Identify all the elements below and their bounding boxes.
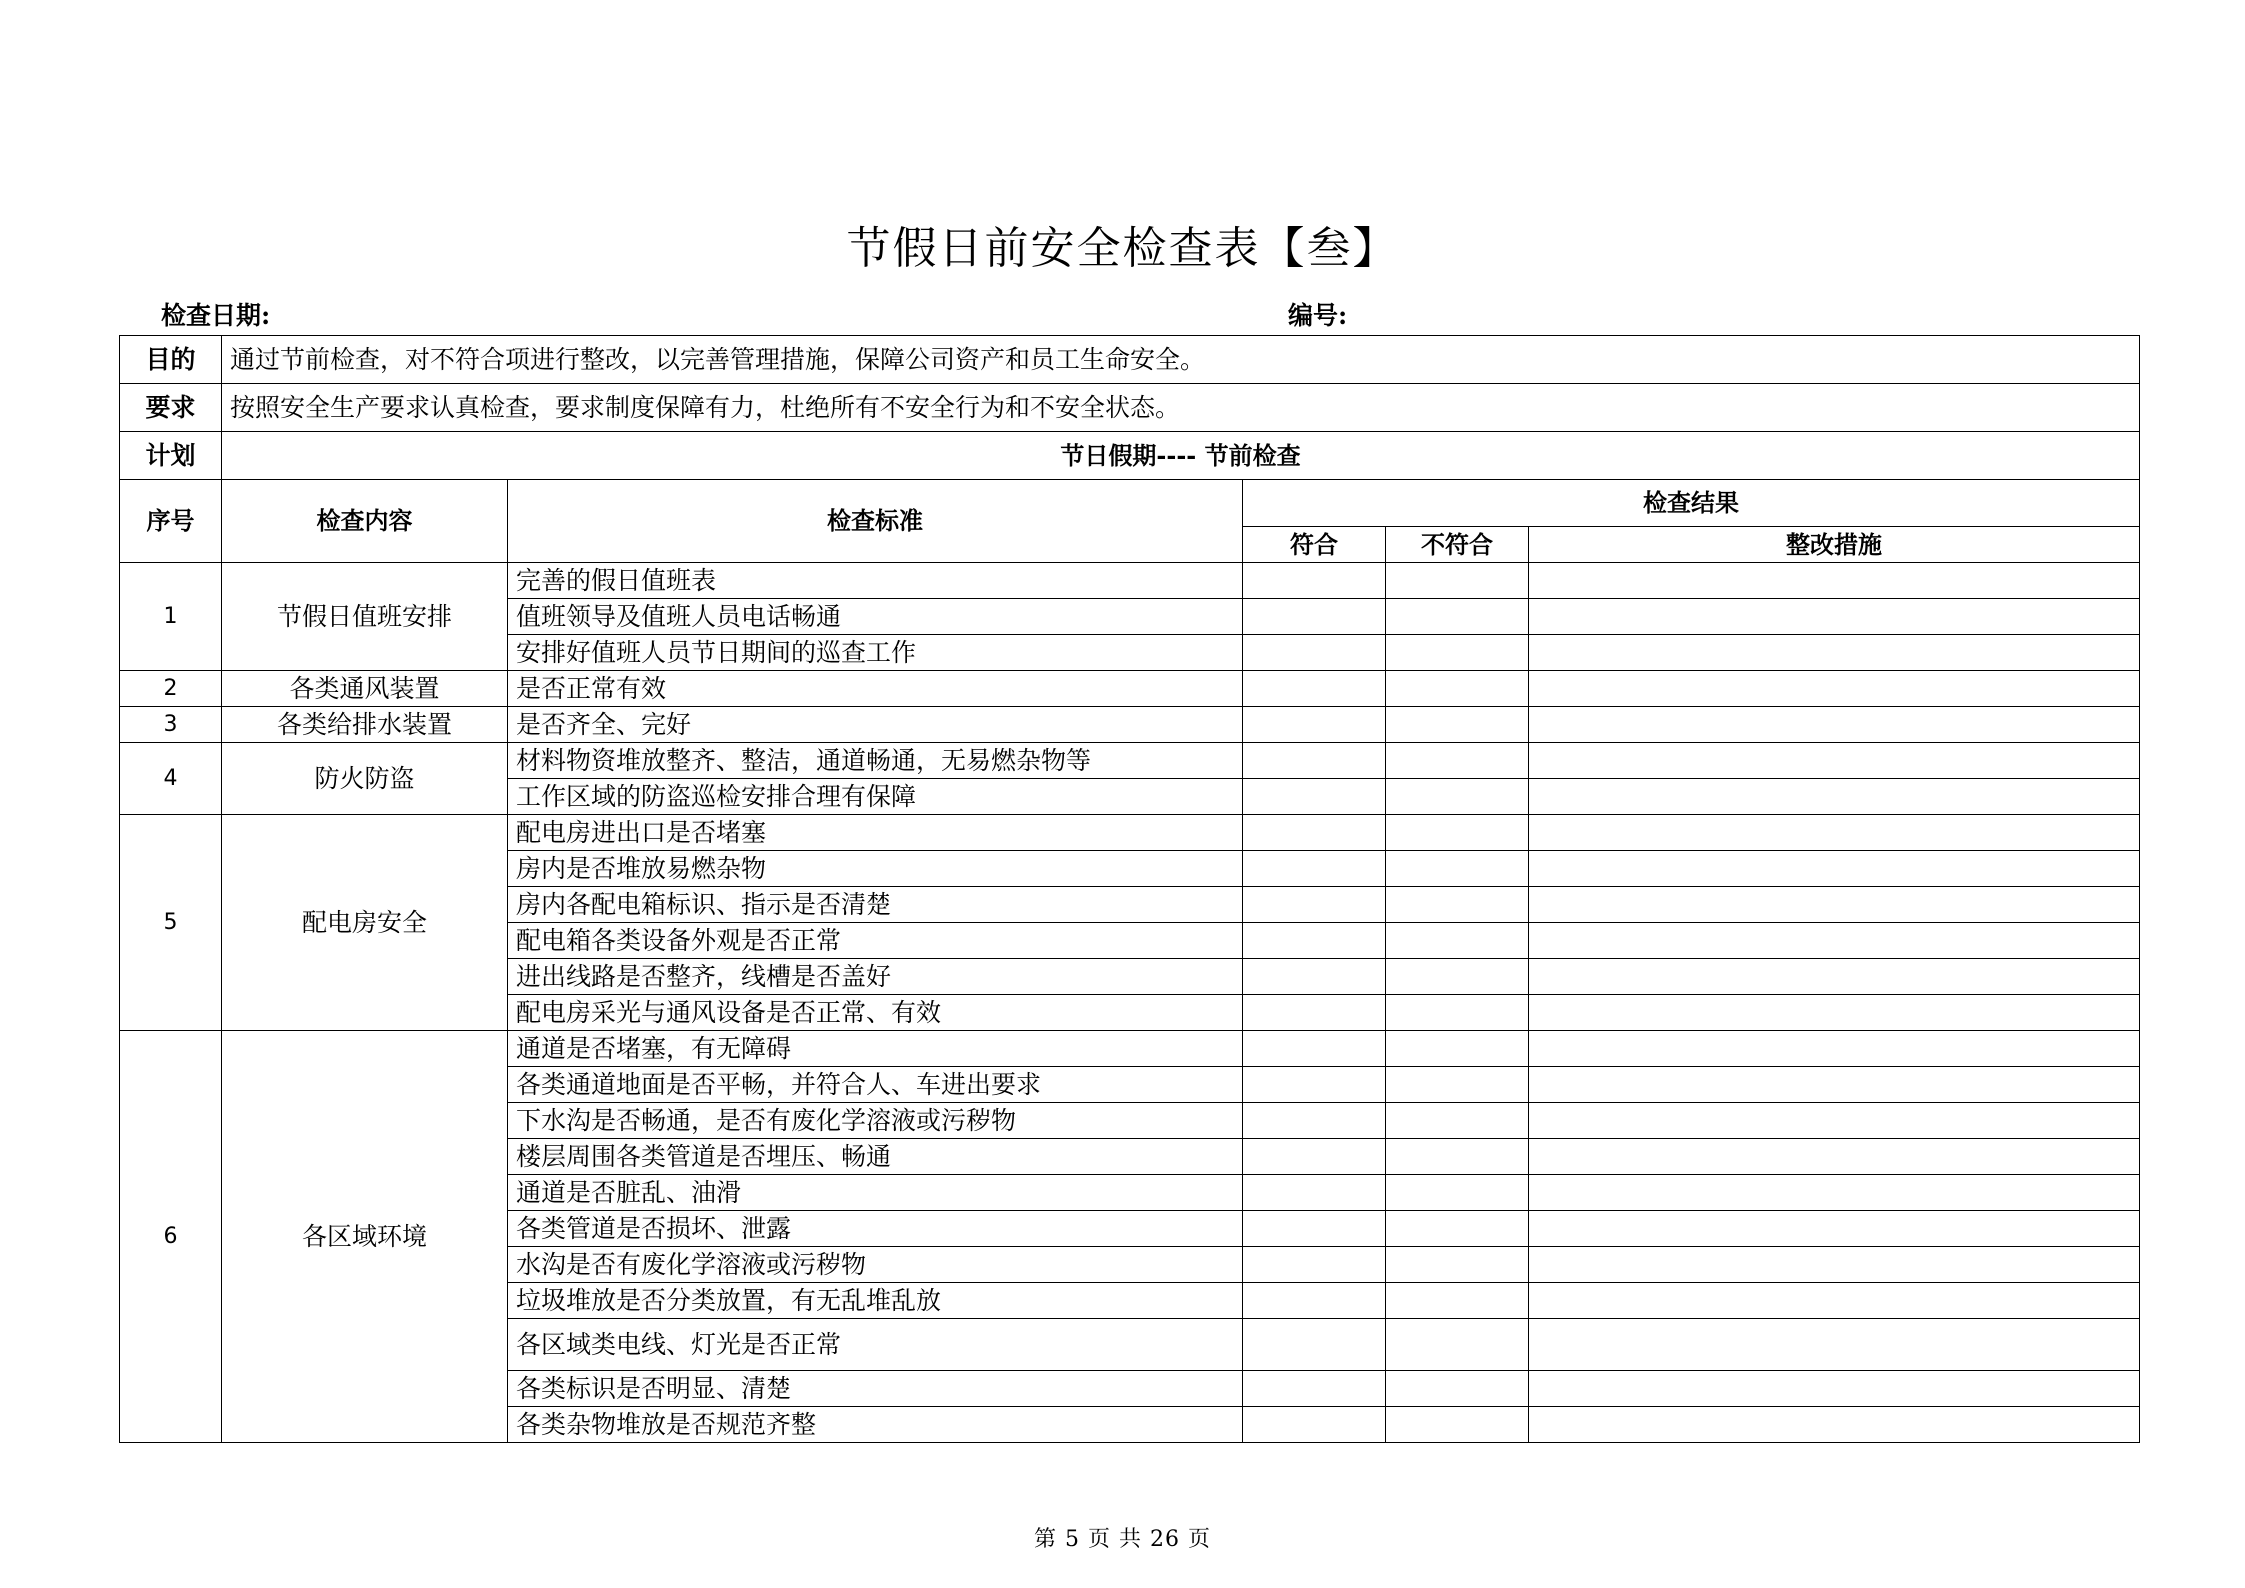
item-number: 4	[120, 743, 222, 815]
check-standard: 垃圾堆放是否分类放置，有无乱堆乱放	[508, 1283, 1243, 1319]
nonconform-cell[interactable]	[1386, 923, 1529, 959]
conform-cell[interactable]	[1243, 671, 1386, 707]
rectify-cell[interactable]	[1529, 1067, 2140, 1103]
nonconform-cell[interactable]	[1386, 1247, 1529, 1283]
nonconform-cell[interactable]	[1386, 671, 1529, 707]
footer-page-word: 页	[1087, 1527, 1111, 1552]
rectify-cell[interactable]	[1529, 779, 2140, 815]
table-row	[120, 743, 2140, 779]
check-content: 各区域环境	[222, 1031, 508, 1443]
nonconform-cell[interactable]	[1386, 1211, 1529, 1247]
nonconform-cell[interactable]	[1386, 1407, 1529, 1443]
nonconform-cell[interactable]	[1386, 1139, 1529, 1175]
page-title: 节假日前安全检查表【叁】	[846, 223, 1399, 274]
item-number: 6	[120, 1031, 222, 1443]
check-standard: 配电房进出口是否堵塞	[508, 815, 1243, 851]
conform-cell[interactable]	[1243, 1211, 1386, 1247]
table-row	[120, 671, 2140, 707]
header-rectify: 整改措施	[1529, 527, 2140, 563]
nonconform-cell[interactable]	[1386, 707, 1529, 743]
conform-cell[interactable]	[1243, 995, 1386, 1031]
rectify-cell[interactable]	[1529, 1211, 2140, 1247]
conform-cell[interactable]	[1243, 1139, 1386, 1175]
rectify-cell[interactable]	[1529, 1371, 2140, 1407]
header-conform: 符合	[1243, 527, 1386, 563]
header-standard: 检查标准	[508, 480, 1243, 563]
item-number: 2	[120, 671, 222, 707]
check-standard: 配电房采光与通风设备是否正常、有效	[508, 995, 1243, 1031]
footer-suffix: 页	[1188, 1527, 1212, 1552]
inspection-table	[119, 335, 2140, 1443]
check-content: 各类通风装置	[222, 671, 508, 707]
check-standard: 楼层周围各类管道是否埋压、畅通	[508, 1139, 1243, 1175]
check-standard: 各类标识是否明显、清楚	[508, 1371, 1243, 1407]
check-content: 各类给排水装置	[222, 707, 508, 743]
rectify-cell[interactable]	[1529, 599, 2140, 635]
conform-cell[interactable]	[1243, 1031, 1386, 1067]
check-standard: 房内是否堆放易燃杂物	[508, 851, 1243, 887]
conform-cell[interactable]	[1243, 743, 1386, 779]
nonconform-cell[interactable]	[1386, 995, 1529, 1031]
conform-cell[interactable]	[1243, 707, 1386, 743]
conform-cell[interactable]	[1243, 1067, 1386, 1103]
nonconform-cell[interactable]	[1386, 1103, 1529, 1139]
nonconform-cell[interactable]	[1386, 1283, 1529, 1319]
check-standard: 是否正常有效	[508, 671, 1243, 707]
item-number: 5	[120, 815, 222, 1031]
header-result: 检查结果	[1243, 480, 2140, 527]
table-row	[120, 815, 2140, 851]
check-standard: 材料物资堆放整齐、整洁，通道畅通，无易燃杂物等	[508, 743, 1243, 779]
check-standard: 工作区域的防盗巡检安排合理有保障	[508, 779, 1243, 815]
footer-total-pages: 26	[1150, 1527, 1181, 1552]
rectify-cell[interactable]	[1529, 1247, 2140, 1283]
check-standard: 配电箱各类设备外观是否正常	[508, 923, 1243, 959]
check-standard: 通道是否堵塞，有无障碍	[508, 1031, 1243, 1067]
rectify-cell[interactable]	[1529, 1031, 2140, 1067]
rectify-cell[interactable]	[1529, 1283, 2140, 1319]
conform-cell[interactable]	[1243, 815, 1386, 851]
conform-cell[interactable]	[1243, 1283, 1386, 1319]
nonconform-cell[interactable]	[1386, 851, 1529, 887]
nonconform-cell[interactable]	[1386, 1031, 1529, 1067]
item-number: 1	[120, 563, 222, 671]
check-standard: 房内各配电箱标识、指示是否清楚	[508, 887, 1243, 923]
rectify-cell[interactable]	[1529, 995, 2140, 1031]
table-row	[120, 1031, 2140, 1067]
header-nonconform: 不符合	[1386, 527, 1529, 563]
conform-cell[interactable]	[1243, 923, 1386, 959]
conform-cell[interactable]	[1243, 1103, 1386, 1139]
conform-cell[interactable]	[1243, 635, 1386, 671]
item-number: 3	[120, 707, 222, 743]
plan-row	[120, 432, 2140, 480]
check-content: 防火防盗	[222, 743, 508, 815]
rectify-cell[interactable]	[1529, 671, 2140, 707]
rectify-cell[interactable]	[1529, 743, 2140, 779]
table-row	[120, 707, 2140, 743]
header-row-1	[120, 480, 2140, 527]
purpose-label: 目的	[120, 336, 222, 384]
conform-cell[interactable]	[1243, 1407, 1386, 1443]
requirement-text: 按照安全生产要求认真检查，要求制度保障有力，杜绝所有不安全行为和不安全状态。	[222, 384, 2140, 432]
nonconform-cell[interactable]	[1386, 743, 1529, 779]
check-date-label: 检查日期:	[161, 301, 271, 330]
nonconform-cell[interactable]	[1386, 779, 1529, 815]
conform-cell[interactable]	[1243, 851, 1386, 887]
check-content: 节假日值班安排	[222, 563, 508, 671]
header-seq: 序号	[120, 480, 222, 563]
rectify-cell[interactable]	[1529, 887, 2140, 923]
rectify-cell[interactable]	[1529, 1175, 2140, 1211]
footer-total-word: 共	[1119, 1527, 1143, 1552]
check-standard: 安排好值班人员节日期间的巡查工作	[508, 635, 1243, 671]
conform-cell[interactable]	[1243, 887, 1386, 923]
rectify-cell[interactable]	[1529, 959, 2140, 995]
nonconform-cell[interactable]	[1386, 563, 1529, 599]
check-standard: 水沟是否有废化学溶液或污秽物	[508, 1247, 1243, 1283]
requirement-label: 要求	[120, 384, 222, 432]
check-standard: 下水沟是否畅通，是否有废化学溶液或污秽物	[508, 1103, 1243, 1139]
nonconform-cell[interactable]	[1386, 599, 1529, 635]
rectify-cell[interactable]	[1529, 1139, 2140, 1175]
check-standard: 各区域类电线、灯光是否正常	[508, 1319, 1243, 1371]
footer-prefix: 第	[1033, 1527, 1057, 1552]
nonconform-cell[interactable]	[1386, 1371, 1529, 1407]
page-footer	[0, 1522, 2245, 1553]
rectify-cell[interactable]	[1529, 851, 2140, 887]
check-standard: 各类杂物堆放是否规范齐整	[508, 1407, 1243, 1443]
plan-text: 节日假期---- 节前检查	[222, 432, 2140, 480]
purpose-text: 通过节前检查，对不符合项进行整改，以完善管理措施，保障公司资产和员工生命安全。	[222, 336, 2140, 384]
conform-cell[interactable]	[1243, 1247, 1386, 1283]
footer-page-number: 5	[1064, 1527, 1080, 1552]
rectify-cell[interactable]	[1529, 635, 2140, 671]
check-content: 配电房安全	[222, 815, 508, 1031]
nonconform-cell[interactable]	[1386, 815, 1529, 851]
table-row	[120, 563, 2140, 599]
check-standard: 是否齐全、完好	[508, 707, 1243, 743]
plan-label: 计划	[120, 432, 222, 480]
nonconform-cell[interactable]	[1386, 1067, 1529, 1103]
rectify-cell[interactable]	[1529, 707, 2140, 743]
rectify-cell[interactable]	[1529, 815, 2140, 851]
rectify-cell[interactable]	[1529, 1103, 2140, 1139]
requirement-row	[120, 384, 2140, 432]
check-standard: 通道是否脏乱、油滑	[508, 1175, 1243, 1211]
check-standard: 值班领导及值班人员电话畅通	[508, 599, 1243, 635]
nonconform-cell[interactable]	[1386, 959, 1529, 995]
purpose-row	[120, 336, 2140, 384]
header-content: 检查内容	[222, 480, 508, 563]
conform-cell[interactable]	[1243, 1319, 1386, 1371]
nonconform-cell[interactable]	[1386, 1319, 1529, 1371]
conform-cell[interactable]	[1243, 1371, 1386, 1407]
check-standard: 完善的假日值班表	[508, 563, 1243, 599]
nonconform-cell[interactable]	[1386, 887, 1529, 923]
rectify-cell[interactable]	[1529, 1407, 2140, 1443]
check-standard: 各类管道是否损坏、泄露	[508, 1211, 1243, 1247]
check-standard: 进出线路是否整齐，线槽是否盖好	[508, 959, 1243, 995]
nonconform-cell[interactable]	[1386, 635, 1529, 671]
conform-cell[interactable]	[1243, 959, 1386, 995]
rectify-cell[interactable]	[1529, 923, 2140, 959]
nonconform-cell[interactable]	[1386, 1175, 1529, 1211]
check-standard: 各类通道地面是否平畅，并符合人、车进出要求	[508, 1067, 1243, 1103]
conform-cell[interactable]	[1243, 599, 1386, 635]
conform-cell[interactable]	[1243, 563, 1386, 599]
rectify-cell[interactable]	[1529, 563, 2140, 599]
serial-number-label: 编号:	[1288, 301, 1348, 330]
conform-cell[interactable]	[1243, 779, 1386, 815]
rectify-cell[interactable]	[1529, 1319, 2140, 1371]
conform-cell[interactable]	[1243, 1175, 1386, 1211]
